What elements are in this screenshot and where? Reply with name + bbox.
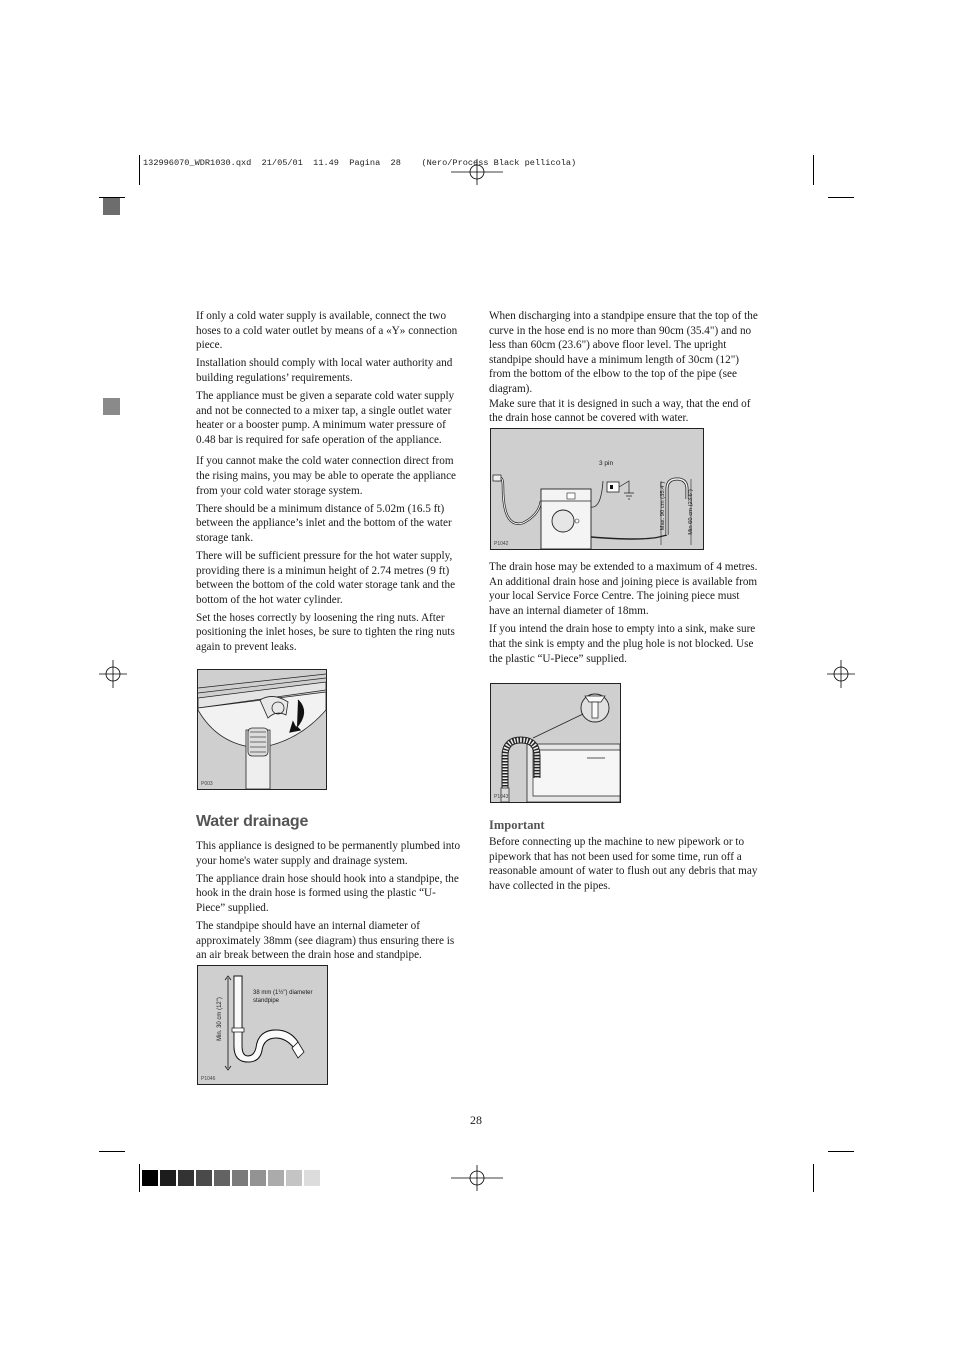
- swatch: [304, 1170, 320, 1186]
- paragraph-storage-system: If you cannot make the cold water connection direct from the rising mains, you may be able to operate the appliance from your cold water storage system.: [196, 455, 457, 497]
- paragraph-hot-water-pressure: There will be sufficient pressure for the hot water supply, providing there is a minimun height of 2.74 metres (9 ft) between the bottom of the cold water storage tank and the bottom of the hot water cylinder.: [196, 549, 456, 606]
- important-heading: Important: [489, 818, 545, 832]
- crop-mark-bottom-left-h: [99, 1151, 125, 1152]
- drainage-text-block: [196, 839, 464, 966]
- right-column: [489, 309, 759, 429]
- swatch: [214, 1170, 230, 1186]
- greyscale-color-bar: [142, 1170, 322, 1186]
- paragraph-drain-extension: The drain hose may be extended to a maximum of 4 metres. An additional drain hose and joining piece is available from your local Service Force Centre. The joining piece must have an internal diameter of 18mm.: [489, 561, 758, 617]
- paragraph-regulations: Installation should comply with local water authority and building regulations’ requirements.: [196, 357, 453, 384]
- paragraph-sink-discharge: If you intend the drain hose to empty into a sink, make sure that the sink is empty and the plug hole is not blocked. Use the plastic “U-Piece” supplied.: [489, 623, 756, 665]
- registration-target-right-icon: [827, 660, 855, 688]
- crop-mark-top-right-v: [813, 155, 814, 185]
- figure-sink-u-piece: [490, 683, 621, 803]
- crop-mark-bottom-right-v: [813, 1164, 814, 1192]
- swatch: [250, 1170, 266, 1186]
- washing-machine-drain-illustration: [491, 429, 703, 549]
- section-title-water-drainage: Water drainage: [196, 813, 309, 830]
- right-text-block-2: [489, 560, 759, 670]
- paragraph-ring-nuts: Set the hoses correctly by loosening the ring nuts. After positioning the inlet hoses, be sure to tighten the ring nuts again to prevent leaks.: [196, 611, 455, 653]
- registration-target-top-icon: [451, 159, 503, 185]
- paragraph-minimum-distance: There should be a minimum distance of 5.02m (16.5 ft) between the appliance’s inlet and the bottom of the water storage tank.: [196, 502, 452, 544]
- swatch: [142, 1170, 158, 1186]
- label-standpipe: standpipe: [253, 998, 280, 1004]
- left-column: [196, 309, 464, 658]
- paragraph-standpipe-diameter: The standpipe should have an internal diameter of approximately 38mm (see diagram) thus ensuring there is an air break between the drain hose and standpipe.: [196, 919, 455, 962]
- paragraph-separate-supply: The appliance must be given a separate cold water supply and not be connected to a mixer tap, a single outlet water heater or a booster pump. A minimum water pressure of 0.48 bar is required for safe operation of the appliance.: [196, 389, 455, 446]
- figure-inlet-hose-ring-nut: [197, 669, 327, 790]
- swatch: [232, 1170, 248, 1186]
- crop-mark-top-right-h: [828, 197, 854, 198]
- paragraph-standpipe-height: When discharging into a standpipe ensure that the top of the curve in the hose end is no more than 90cm (35.4") and no less than 60cm (23.6") above floor level. The upright standpipe should have a minimum length of 30cm (12") from the bottom of the elbow to the top of the pipe (see diagram).: [489, 310, 758, 395]
- paragraph-permanently-plumbed: This appliance is designed to be permanently plumbed into your home's water supply and drainage system.: [196, 840, 461, 867]
- paragraph-important-flush: Before connecting up the machine to new pipework or to pipework that has not been used for some time, run off a reasonable amount of water to flush out any debris that may have collected in the pipes.: [489, 836, 758, 892]
- figure-code: P003: [201, 781, 213, 787]
- page-number: 28: [470, 1113, 482, 1127]
- label-min-30cm: Min. 30 cm (12"): [217, 997, 223, 1041]
- print-slug: 132996070_WDR1030.qxd 21/05/01 11.49 Pagina 28 (Nero/Process Black pellicola): [143, 158, 577, 168]
- swatch: [178, 1170, 194, 1186]
- important-text-block: [489, 835, 761, 897]
- crop-mark-bottom-left-v: [139, 1164, 140, 1192]
- crop-mark-bottom-right-h: [828, 1151, 854, 1152]
- swatch: [286, 1170, 302, 1186]
- registration-target-bottom-icon: [451, 1165, 503, 1191]
- paragraph-cold-water-y-connection: If only a cold water supply is available, connect the two hoses to a cold water outlet by means of a «Y» connection piece.: [196, 310, 458, 352]
- swatch: [268, 1170, 284, 1186]
- paragraph-u-piece: The appliance drain hose should hook into a standpipe, the hook in the drain hose is formed using the plastic “U-Piece” supplied.: [196, 872, 459, 914]
- label-38mm-diameter: 38 mm (1½") diameter: [253, 990, 313, 996]
- figure-code: P1043: [494, 794, 509, 800]
- figure-code: P1042: [494, 541, 509, 547]
- grey-square-mark-top: [103, 198, 120, 215]
- inlet-hose-illustration: [198, 670, 326, 789]
- registration-target-left-icon: [99, 660, 127, 688]
- sink-u-piece-illustration: [491, 684, 620, 802]
- label-min-60cm: Min 60 cm (23.6"): [688, 489, 694, 535]
- paragraph-hose-not-covered: Make sure that it is designed in such a way, that the end of the drain hose cannot be covered with water.: [489, 397, 751, 425]
- label-max-90cm: Max. 90 cm (35.4"): [660, 481, 666, 531]
- figure-drain-hose-heights: [490, 428, 704, 550]
- swatch: [196, 1170, 212, 1186]
- crop-mark-top-left-v: [139, 155, 140, 185]
- figure-standpipe-diameter: [197, 965, 328, 1085]
- grey-square-mark-middle: [103, 398, 120, 415]
- label-3-pin: 3 pin: [599, 460, 614, 467]
- swatch: [160, 1170, 176, 1186]
- figure-code: P1046: [201, 1076, 216, 1082]
